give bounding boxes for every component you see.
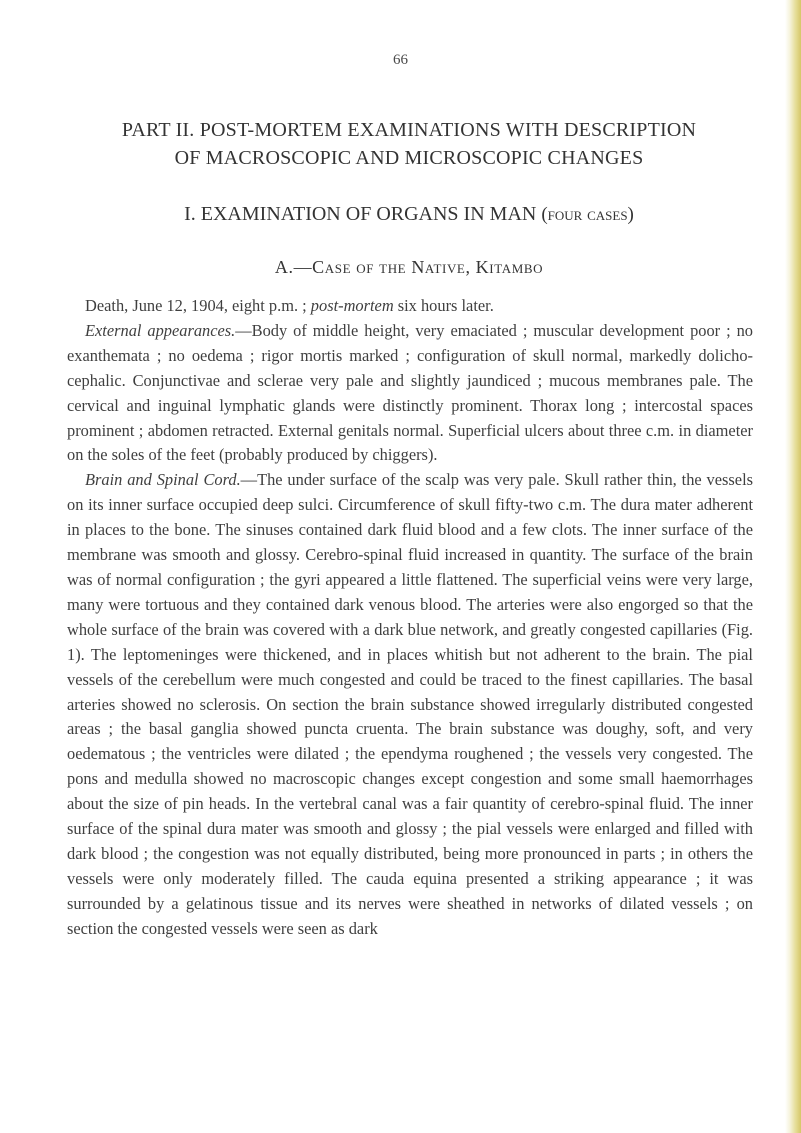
section-title-main: I. EXAMINATION OF ORGANS IN MAN	[184, 203, 537, 225]
brain-heading: Brain and Spinal Cord.	[85, 470, 241, 490]
brain-text: —The under surface of the scalp was very pale. Skull rather thin, the vessels on its inner surface occupied deep sulci. Circumference of skull fifty-two c.m. The dura mater adherent in places to the bone. The sinuses contained dark fluid blood and a few clots. The inner surface of the membrane was smooth and glossy. Cerebro-spinal fluid increased in quantity. The surface of the brain was of normal configuration ; the gyri appeared a little flattened. The superficial veins were very large, many were tortuous and they contained dark venous blood. The arteries were also engorged so that the whole surface of the brain was covered with a dark blue network, and greatly congested capillaries (Fig. 1). The leptomeninges were thickened, and in places whitish but not adherent to the brain. The pial vessels of the cerebellum were much congested and could be traced to the finest capillaries. The basal arteries showed no sclerosis. On section the brain substance showed irregularly distributed congested areas ; the basal ganglia showed puncta cruenta. The brain substance was doughy, soft, and very oedematous ; the ventricles were dilated ; the ependyma roughened ; the vessels very congested. The pons and medulla showed no macroscopic changes except congestion and some small haemorrhages about the size of pin heads. In the vertebral canal was a fair quantity of cerebro-spinal fluid. The inner surface of the spinal dura mater was smooth and glossy ; the pial vessels were enlarged and filled with dark blood ; the congestion was not equally distributed, being more pronounced in parts ; in others the vessels were only moderately filled. The cauda equina presented a striking appearance ; it was surrounded by a gelatinous tissue and its nerves were sheathed in networks of dilated vessels ; on section the congested vessels were seen as dark	[67, 470, 753, 938]
external-heading: External appearances.	[85, 320, 236, 340]
death-italic: post-mortem	[310, 296, 394, 315]
body-text	[67, 294, 753, 942]
death-text: Death, June 12, 1904, eight p.m. ;	[85, 296, 311, 315]
paragraph-brain	[67, 468, 753, 941]
page-edge	[785, 0, 801, 1133]
part-title-line-1: PART II. POST-MORTEM EXAMINATIONS WITH DESCRIPTION	[121, 119, 697, 141]
paragraph-death	[67, 294, 753, 319]
case-title: A.—Case of the Native, Kitambo	[274, 257, 544, 277]
section-title	[64, 203, 754, 226]
death-rest: six hours later.	[393, 296, 494, 315]
section-title-parenthetical: (four cases)	[541, 204, 634, 225]
paragraph-external	[67, 319, 753, 468]
external-text: —Body of middle height, very emaciated ; muscular development poor ; no exanthemata ; no oedema ; rigor mortis marked ; configuration of skull normal, markedly dolicho-cephalic. Conjunctivae and sclerae very pale and slightly jaundiced ; mucous membranes pale. The cervical and inguinal lymphatic glands were distinctly prominent. Thorax long ; intercostal spaces prominent ; abdomen retracted. External genitals normal. Superficial ulcers about three c.m. in diameter on the soles of the feet (probably produced by chiggers).	[67, 320, 754, 465]
page-number: 66	[393, 52, 408, 68]
part-title	[64, 116, 754, 172]
part-title-line-2: OF MACROSCOPIC AND MICROSCOPIC CHANGES	[174, 147, 644, 169]
